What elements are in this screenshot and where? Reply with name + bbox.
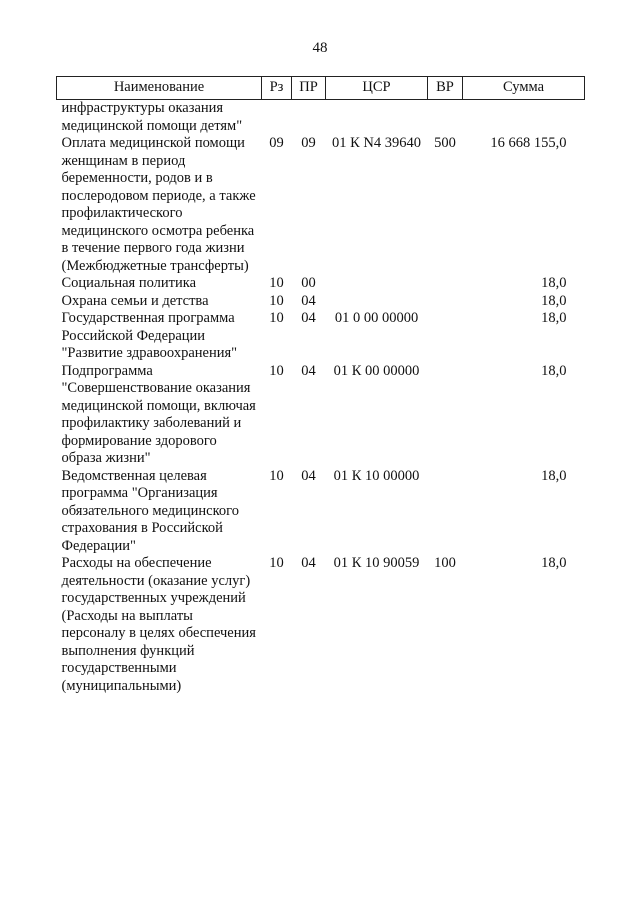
- row-rz: [262, 100, 292, 136]
- row-vr: [428, 293, 463, 311]
- page-number: 48: [312, 40, 328, 56]
- row-pr: 09: [301, 135, 316, 151]
- row-sum: [463, 100, 585, 136]
- row-name: Охрана семьи и детства: [61, 292, 209, 309]
- row-vr: [428, 275, 463, 293]
- table-row: [57, 468, 585, 556]
- table-body: [57, 100, 585, 696]
- row-csr: 01 К 10 90059: [333, 555, 420, 571]
- row-pr: 04: [301, 292, 316, 309]
- row-rz: 10: [269, 275, 284, 291]
- table-row: [57, 310, 585, 363]
- header-rz: Рз: [262, 77, 292, 100]
- row-rz: 10: [269, 555, 284, 571]
- row-pr: [292, 100, 326, 136]
- row-sum: 18,0: [541, 555, 567, 571]
- budget-table: [56, 76, 585, 695]
- row-name: Ведомственная целевая программа "Организация обязательного медицинского страхования в Российской Федерации": [61, 467, 239, 554]
- row-csr: [326, 100, 428, 136]
- header-pr: ПР: [292, 77, 326, 100]
- table-row: [57, 135, 585, 275]
- header-vr: ВР: [428, 77, 463, 100]
- row-rz: 09: [269, 135, 284, 151]
- row-csr: 01 К N4 39640: [331, 135, 422, 151]
- row-name: Социальная политика: [61, 275, 197, 291]
- row-vr: [428, 100, 463, 136]
- row-name: Подпрограмма "Совершенствование оказания медицинской помощи, включая профилактику заболеваний и формирование здорового образа жизни": [61, 362, 256, 466]
- row-rz: 10: [269, 292, 284, 309]
- row-vr: [428, 363, 463, 468]
- row-csr: [326, 293, 428, 311]
- table-row: [57, 293, 585, 311]
- table-row: [57, 100, 585, 136]
- row-csr: 01 0 00 00000: [334, 310, 419, 326]
- row-name: Расходы на обеспечение деятельности (оказание услуг) государственных учреждений (Расходы на выплаты персоналу в целях обеспечения выполнения функций государственными (муниципальными): [61, 555, 256, 694]
- row-name: Оплата медицинской помощи женщинам в период беременности, родов и в послеродовом периоде, а также профилактического медицинского осмотра ребенка в течение первого года жизни (Межбюджетные трансферты): [61, 135, 256, 274]
- table-row: [57, 363, 585, 468]
- row-name: Государственная программа Российской Федерации "Развитие здравоохранения": [61, 310, 238, 361]
- row-rz: 10: [269, 467, 284, 484]
- header-sum: Сумма: [463, 77, 585, 100]
- row-rz: 10: [269, 362, 284, 379]
- header-csr: ЦСР: [326, 77, 428, 100]
- table-row: [57, 555, 585, 695]
- row-pr: 04: [301, 467, 316, 484]
- table-row: [57, 275, 585, 293]
- table-header: [57, 77, 585, 100]
- row-sum: 18,0: [541, 362, 567, 379]
- row-vr: 100: [434, 555, 456, 571]
- row-sum: 18,0: [541, 310, 567, 326]
- row-sum: 18,0: [541, 275, 567, 291]
- row-sum: 16 668 155,0: [490, 135, 567, 151]
- row-pr: 04: [301, 362, 316, 379]
- row-vr: 500: [434, 135, 456, 151]
- row-vr: [428, 468, 463, 556]
- row-pr: 04: [301, 310, 316, 326]
- row-csr: 01 К 10 00000: [333, 467, 420, 484]
- row-pr: 00: [301, 275, 316, 291]
- row-rz: 10: [269, 310, 284, 326]
- header-name: Наименование: [57, 77, 262, 100]
- row-csr: 01 К 00 00000: [333, 362, 420, 379]
- row-vr: [428, 310, 463, 363]
- row-sum: 18,0: [541, 292, 567, 309]
- row-csr: [326, 275, 428, 293]
- row-name: инфраструктуры оказания медицинской помощи детям": [61, 100, 243, 134]
- row-pr: 04: [301, 555, 316, 571]
- row-sum: 18,0: [541, 467, 567, 484]
